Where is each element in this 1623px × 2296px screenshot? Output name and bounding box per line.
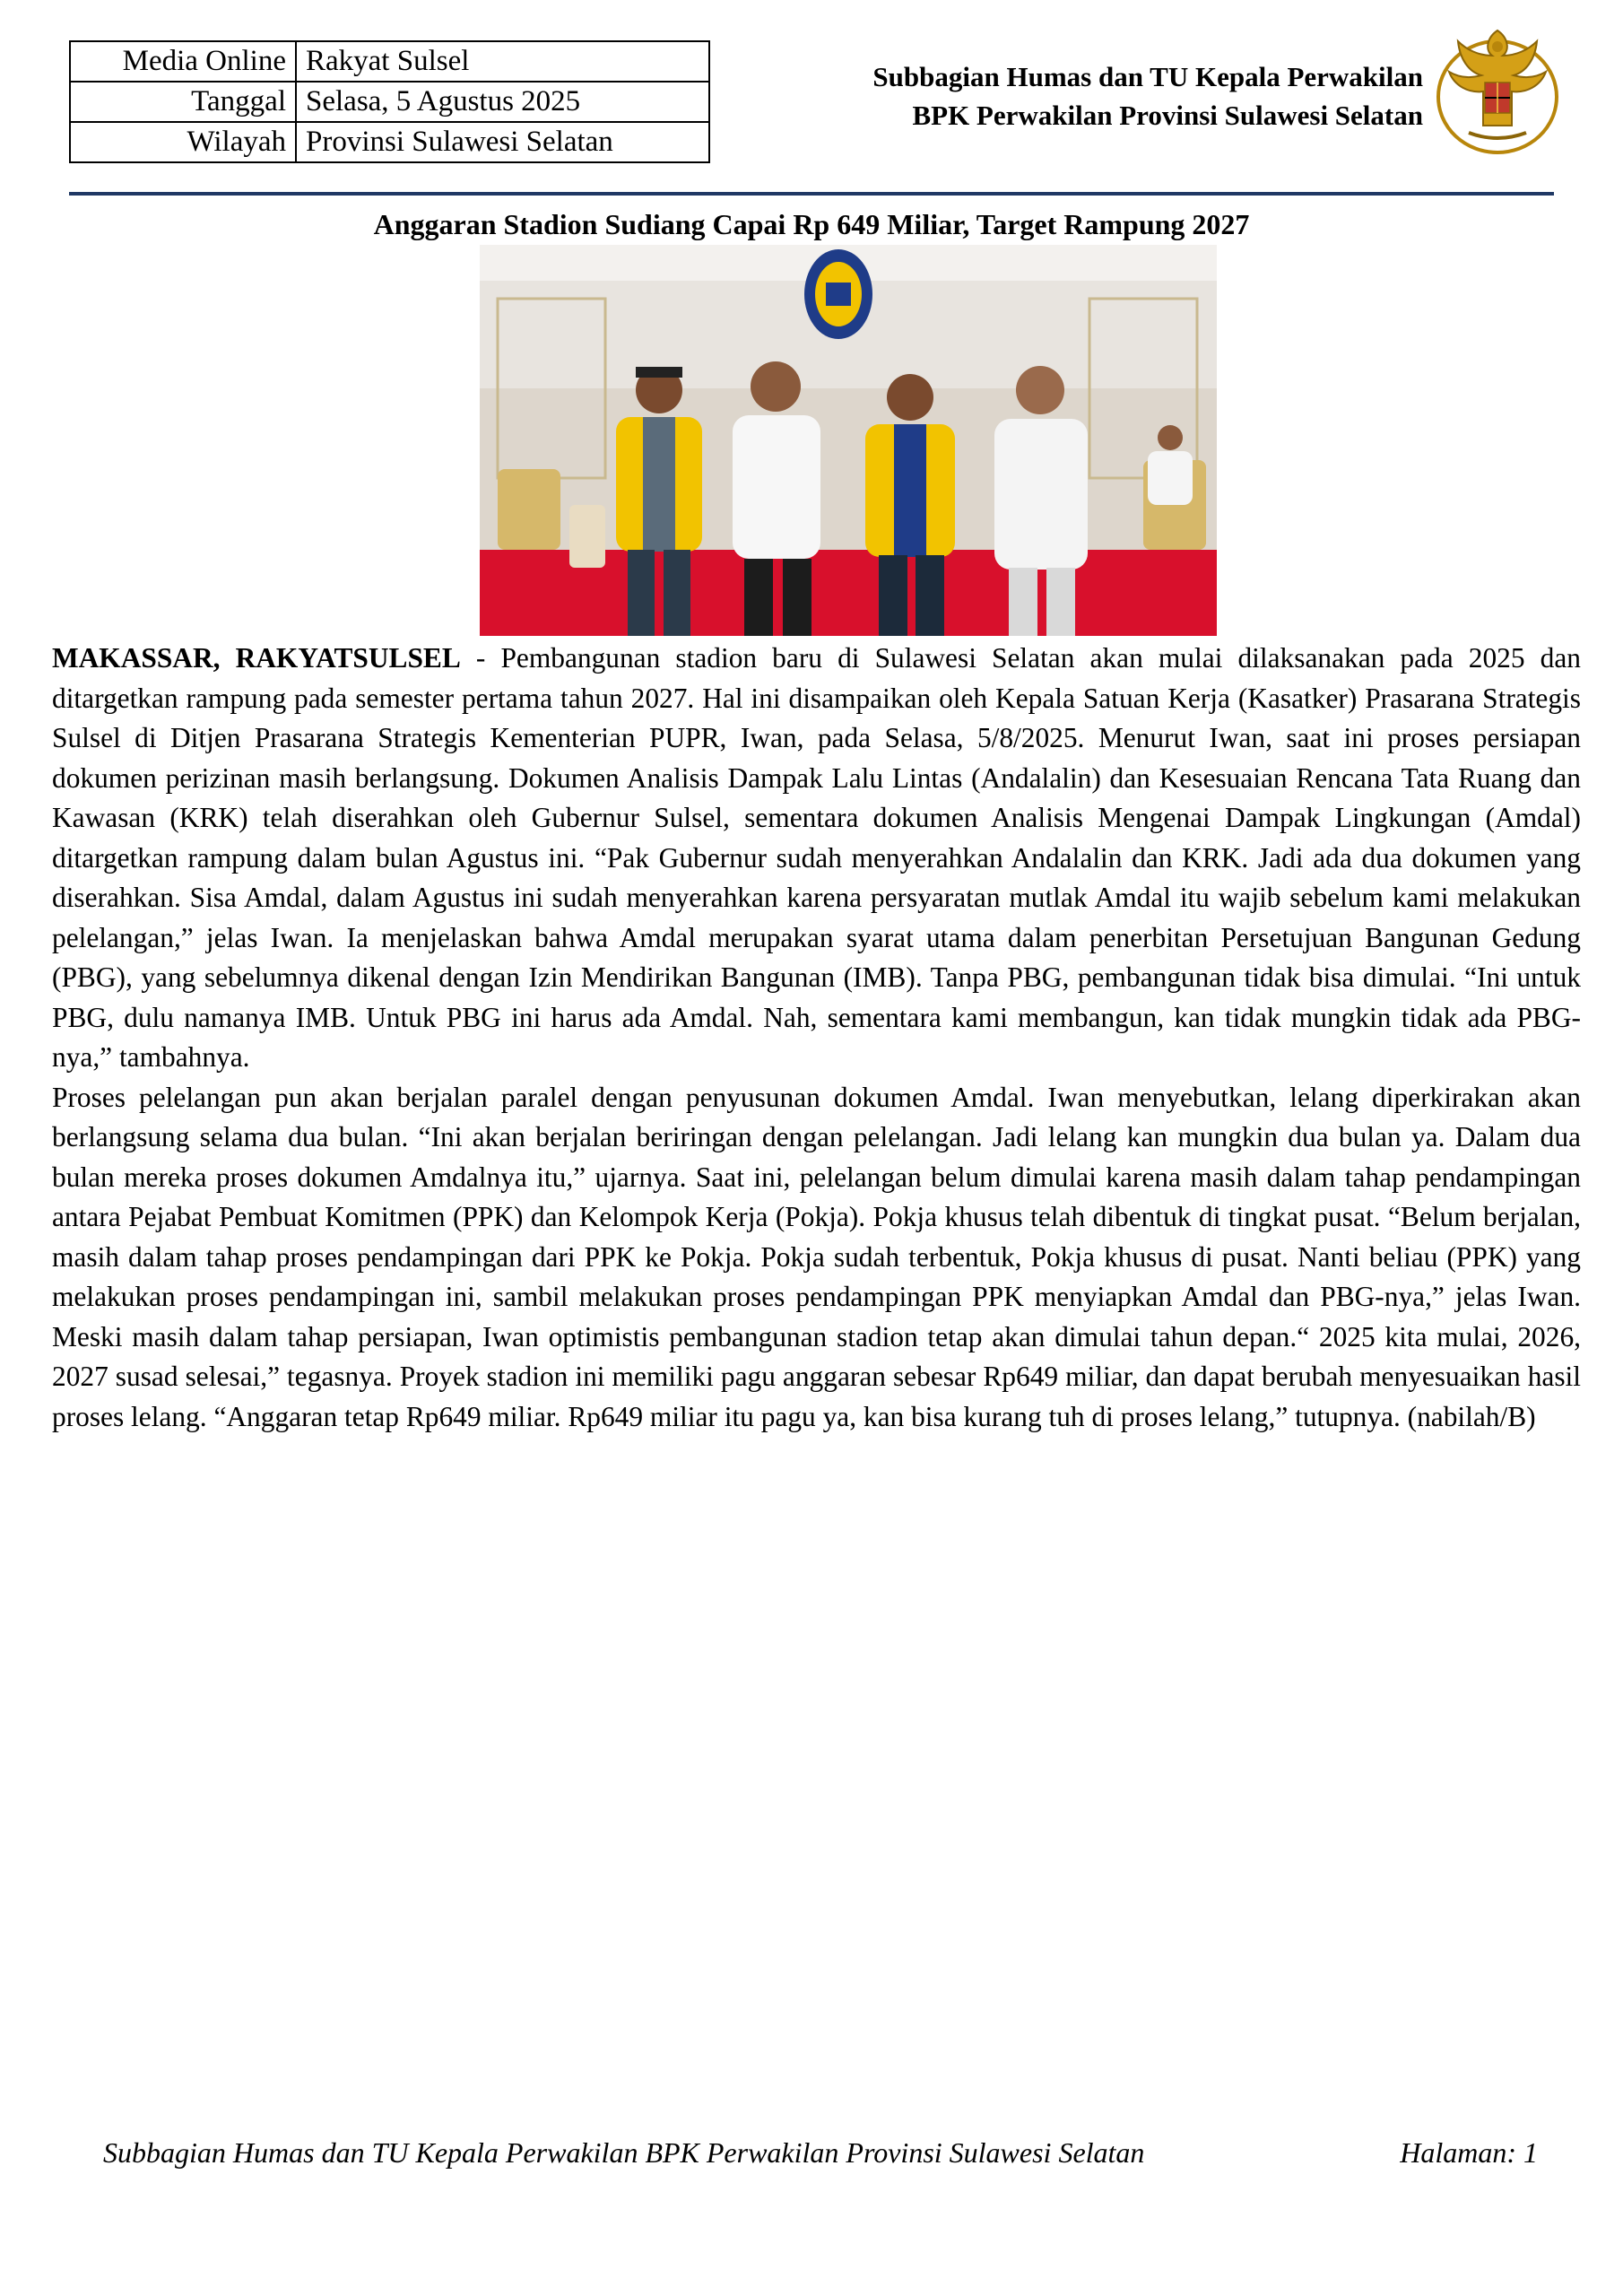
info-value-region: Provinsi Sulawesi Selatan [296, 122, 709, 162]
page-footer [103, 2133, 1538, 2172]
org-line-1: Subbagian Humas dan TU Kepala Perwakilan [872, 61, 1423, 92]
header-organization [872, 57, 1423, 135]
info-row-region [70, 122, 709, 162]
info-row-media [70, 41, 709, 82]
footer-text: Subbagian Humas dan TU Kepala Perwakilan BPK Perwakilan Provinsi Sulawesi Selatan [103, 2136, 1145, 2169]
wall-emblem-icon [804, 249, 872, 339]
article-photo [480, 245, 1217, 636]
paragraph-1 [52, 639, 1581, 1078]
info-label-media: Media Online [70, 41, 296, 82]
media-info-table [69, 40, 710, 163]
header-divider [69, 192, 1554, 196]
org-line-2: BPK Perwakilan Provinsi Sulawesi Selatan [912, 100, 1423, 131]
info-label-region: Wilayah [70, 122, 296, 162]
paragraph-1-text: - Pembangunan stadion baru di Sulawesi Selatan akan mulai dilaksanakan pada 2025 dan ditargetkan rampung pada semester pertama tahun 2027. Hal ini disampaikan oleh Kepala Satuan Kerja (Kasatker) Prasarana Strategis Sulsel di Ditjen Prasarana Strategis Kementerian PUPR, Iwan, pada Selasa, 5/8/2025. Menurut Iwan, saat ini proses persiapan dokumen perizinan masih berlangsung. Dokumen Analisis Dampak Lalu Lintas (Andalalin) dan Kesesuaian Rencana Tata Ruang dan Kawasan (KRK) telah diserahkan oleh Gubernur Sulsel, sementara dokumen Analisis Mengenai Dampak Lingkungan (Amdal) ditargetkan rampung dalam bulan Agustus ini. “Pak Gubernur sudah menyerahkan Andalalin dan KRK. Jadi ada dua dokumen yang diserahkan. Sisa Amdal, dalam Agustus ini sudah menyerahkan karena persyaratan mutlak Amdal itu wajib sebelum kami melakukan pelelangan,” jelas Iwan. Ia menjelaskan bahwa Amdal merupakan syarat utama dalam penerbitan Persetujuan Bangunan Gedung (PBG), yang sebelumnya dikenal dengan Izin Mendirikan Bangunan (IMB). Tanpa PBG, pembangunan tidak bisa dimulai. “Ini untuk PBG, dulu namanya IMB. Untuk PBG ini harus ada Amdal. Nah, sementara kami membangun, kan tidak mungkin tidak ada PBG-nya,” tambahnya. [52, 642, 1581, 1073]
dateline: MAKASSAR, RAKYATSULSEL [52, 642, 461, 674]
info-value-date: Selasa, 5 Agustus 2025 [296, 82, 709, 122]
info-row-date [70, 82, 709, 122]
info-label-date: Tanggal [70, 82, 296, 122]
article-body [52, 639, 1581, 1437]
info-value-media: Rakyat Sulsel [296, 41, 709, 82]
garuda-emblem-icon [1433, 20, 1562, 156]
article-title: Anggaran Stadion Sudiang Capai Rp 649 Miliar, Target Rampung 2027 [373, 208, 1250, 240]
page-number: Halaman: 1 [1400, 2136, 1538, 2169]
paragraph-2: Proses pelelangan pun akan berjalan paralel dengan penyusunan dokumen Amdal. Iwan menyebutkan, lelang diperkirakan akan berlangsung selama dua bulan. “Ini akan berjalan beriringan dengan pelelangan. Jadi lelang kan mungkin dua bulan ya. Dalam dua bulan mereka proses dokumen Amdalnya itu,” ujarnya. Saat ini, pelelangan belum dimulai karena masih dalam tahap pendampingan antara Pejabat Pembuat Komitmen (PPK) dan Kelompok Kerja (Pokja). Pokja khusus telah dibentuk di tingkat pusat. “Belum berjalan, masih dalam tahap proses pendampingan dari PPK ke Pokja. Pokja sudah terbentuk, Pokja khusus di pusat. Nanti beliau (PPK) yang melakukan proses pendampingan ini, sambil melakukan proses pendampingan PPK menyiapkan Amdal dan PBG-nya,” jelas Iwan. Meski masih dalam tahap persiapan, Iwan optimistis pembangunan stadion tetap akan dimulai tahun depan.“ 2025 kita mulai, 2026, 2027 susad selesai,” tegasnya. Proyek stadion ini memiliki pagu anggaran sebesar Rp649 miliar, dan dapat berubah menyesuaikan hasil proses lelang. “Anggaran tetap Rp649 miliar. Rp649 miliar itu pagu ya, kan bisa kurang tuh di proses lelang,” tutupnya. (nabilah/B) [52, 1081, 1581, 1432]
